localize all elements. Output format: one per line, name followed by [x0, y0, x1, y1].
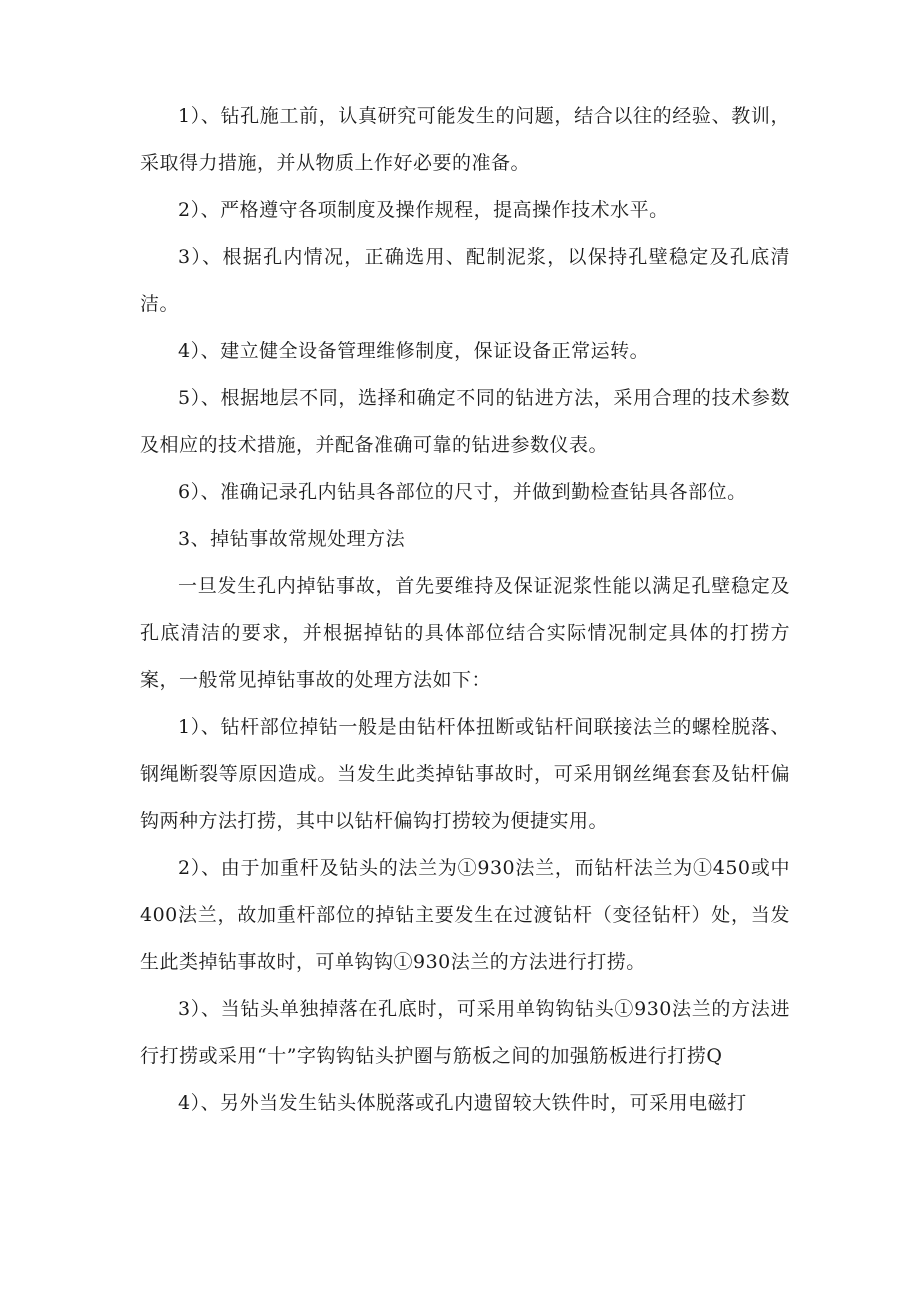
section-heading: 3、掉钻事故常规处理方法 — [178, 528, 406, 550]
paragraph-intro: 一旦发生孔内掉钻事故，首先要维持及保证泥浆性能以满足孔壁稳定及孔底清洁的要求，并根据掉钻的具体部位结合实际情况制定具体的打捞方案，一般常见掉钻事故的处理方法如下： — [140, 575, 790, 691]
paragraph-method-1: 1）、钻杆部位掉钻一般是由钻杆体扭断或钻杆间联接法兰的螺栓脱落、钢绳断裂等原因造成。当发生此类掉钻事故时，可采用钢丝绳套套及钻杆偏钩两种方法打捞，其中以钻杆偏钩打捞较为便捷实用。 — [140, 716, 790, 832]
paragraph-prevention-1: 1）、钻孔施工前，认真研究可能发生的问题，结合以往的经验、教训，采取得力措施，并从物质上作好必要的准备。 — [140, 105, 790, 174]
paragraph-prevention-5: 5）、根据地层不同，选择和确定不同的钻进方法，采用合理的技术参数及相应的技术措施，并配备准确可靠的钻进参数仪表。 — [140, 387, 790, 456]
paragraph-prevention-2: 2）、严格遵守各项制度及操作规程，提高操作技术水平。 — [178, 199, 669, 221]
paragraph-method-4: 4）、另外当发生钻头体脱落或孔内遗留较大铁件时，可采用电磁打 — [178, 1092, 747, 1114]
paragraph-prevention-6: 6）、准确记录孔内钻具各部位的尺寸，并做到勤检查钻具各部位。 — [178, 481, 747, 503]
paragraph-prevention-3: 3）、根据孔内情况，正确选用、配制泥浆，以保持孔壁稳定及孔底清洁。 — [140, 246, 790, 315]
paragraph-prevention-4: 4）、建立健全设备管理维修制度，保证设备正常运转。 — [178, 340, 650, 362]
paragraph-method-3: 3）、当钻头单独掉落在孔底时，可采用单钩钩钻头①930法兰的方法进行打捞或采用“十”字钩钩钻头护圈与筋板之间的加强筋板进行打捞Q — [140, 998, 790, 1067]
paragraph-method-2: 2）、由于加重杆及钻头的法兰为①930法兰，而钻杆法兰为①450或中400法兰，故加重杆部位的掉钻主要发生在过渡钻杆（变径钻杆）处，当发生此类掉钻事故时，可单钩钩①930法兰的方法进行打捞。 — [140, 857, 790, 973]
